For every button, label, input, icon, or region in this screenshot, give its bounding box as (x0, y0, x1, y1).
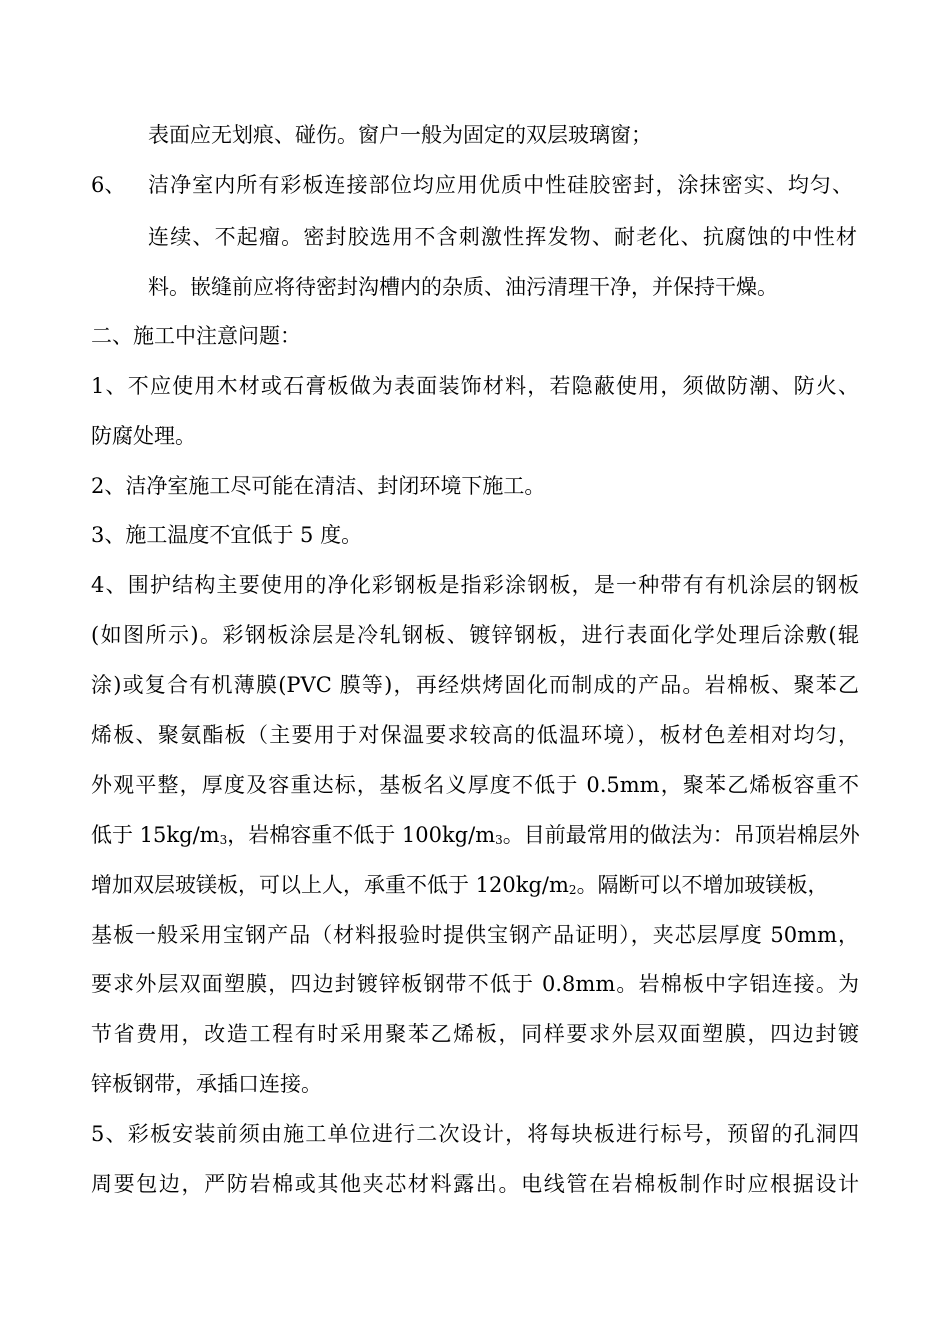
line-text: 连续、不起瘤。密封胶选用不含刺激性挥发物、耐老化、抗腐蚀的中性材 (148, 225, 857, 249)
line-text-with-subscripts (91, 821, 860, 854)
line-text: 要求外层双面塑膜，四边封镀锌板钢带不低于 0.8mm。岩棉板中字铝连接。为 (91, 972, 859, 996)
text-run: 。目前最常用的做法为：吊顶岩棉层外 (502, 823, 860, 847)
line-text: 节省费用，改造工程有时采用聚苯乙烯板，同样要求外层双面塑膜，四边封镀 (91, 1022, 859, 1046)
line-text: 3、施工温度不宜低于 5 度。 (91, 523, 363, 547)
line-text: 涂)或复合有机薄膜(PVC 膜等)，再经烘烤固化而制成的产品。岩棉板、聚苯乙 (91, 673, 859, 697)
line-text: 4、围护结构主要使用的净化彩钢板是指彩涂钢板，是一种带有有机涂层的钢板 (91, 573, 859, 597)
line-text: 外观平整，厚度及容重达标，基板名义厚度不低于 0.5mm，聚苯乙烯板容重不 (91, 773, 859, 797)
text-run: 低于 15kg/m (91, 823, 220, 847)
line-text: 二、施工中注意问题： (91, 324, 301, 348)
line-text: 洁净室内所有彩板连接部位均应用优质中性硅胶密封，涂抹密实、均匀、 (148, 173, 853, 197)
line-text: 1、不应使用木材或石膏板做为表面装饰材料，若隐蔽使用，须做防潮、防火、 (91, 374, 859, 398)
line-text: 基板一般采用宝钢产品（材料报验时提供宝钢产品证明），夹芯层厚度 50mm， (91, 923, 859, 947)
line-text: 锌板钢带，承插口连接。 (91, 1072, 322, 1096)
line-text-with-subscripts (91, 871, 829, 904)
line-text: 烯板、聚氨酯板（主要用于对保温要求较高的低温环境），板材色差相对均匀， (91, 723, 859, 747)
line-text: 表面应无划痕、碰伤。窗户一般为固定的双层玻璃窗； (148, 123, 652, 147)
line-text: 5、彩板安装前须由施工单位进行二次设计，将每块板进行标号，预留的孔洞四 (91, 1122, 859, 1146)
line-text: (如图所示)。彩钢板涂层是冷轧钢板、镀锌钢板，进行表面化学处理后涂敷(辊 (91, 623, 859, 647)
text-run: ，岩棉容重不低于 100kg/m (227, 823, 496, 847)
subscript: 2 (568, 883, 577, 897)
text-run: 增加双层玻镁板，可以上人，承重不低于 120kg/m (91, 873, 569, 897)
subscript: 3 (495, 833, 503, 847)
text-run: 。隔断可以不增加玻镁板， (576, 873, 829, 897)
subscript: 3 (219, 833, 228, 847)
list-number: 6、 (91, 173, 126, 197)
line-text: 料。嵌缝前应将待密封沟槽内的杂质、油污清理干净，并保持干燥。 (148, 275, 778, 299)
line-text: 2、洁净室施工尽可能在清洁、封闭环境下施工。 (91, 474, 546, 498)
line-text: 防腐处理。 (91, 424, 196, 448)
line-text: 周要包边，严防岩棉或其他夹芯材料露出。电线管在岩棉板制作时应根据设计 (91, 1172, 859, 1196)
